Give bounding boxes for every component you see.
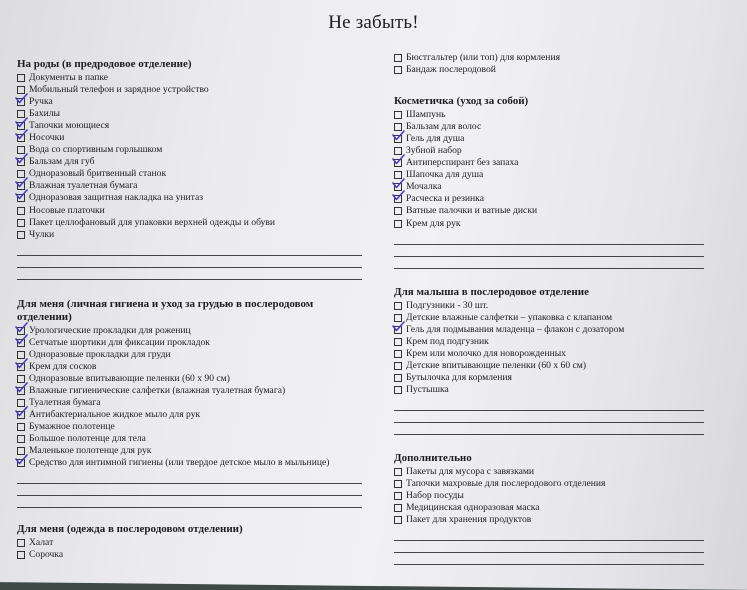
checklist-item-label: Бумажное полотенце <box>29 421 115 433</box>
checklist-item[interactable] <box>17 180 362 192</box>
checklist-item[interactable] <box>17 361 362 373</box>
checklist-item-label: Медицинская одноразовая маска <box>406 502 540 514</box>
checkbox[interactable] <box>17 207 25 215</box>
checklist-item[interactable] <box>17 397 362 409</box>
checkmark-icon <box>15 129 28 141</box>
checklist-item-label: Шапочка для душа <box>406 169 484 181</box>
checklist-item[interactable] <box>394 384 704 396</box>
write-in-lines <box>394 233 704 269</box>
checklist-item[interactable] <box>394 145 704 157</box>
write-in-line[interactable] <box>394 411 704 423</box>
checklist-item[interactable] <box>17 229 362 241</box>
write-in-line[interactable] <box>17 484 362 496</box>
checklist-item[interactable] <box>394 205 704 217</box>
section-clothing <box>17 523 362 561</box>
checklist-item[interactable] <box>394 193 704 205</box>
checkbox[interactable] <box>394 516 402 524</box>
checkmark-icon <box>392 190 405 202</box>
checklist-item-label: Средство для интимной гигиены (или твердое детское мыло в мыльнице) <box>29 457 330 469</box>
checklist-item[interactable] <box>394 360 704 372</box>
checklist-item-label: Влажная туалетная бумага <box>29 180 138 192</box>
checklist <box>394 300 704 396</box>
write-in-line[interactable] <box>394 399 704 411</box>
checklist-item[interactable] <box>17 205 362 217</box>
checklist-item-label: Шампунь <box>406 109 446 121</box>
checkbox[interactable] <box>17 551 25 559</box>
checklist-item[interactable] <box>394 312 704 324</box>
write-in-line[interactable] <box>394 553 704 565</box>
write-in-lines <box>17 244 362 280</box>
checklist-item-label: Гель для душа <box>406 133 465 145</box>
checklist-item-label: Мочалка <box>406 181 442 193</box>
checklist-item[interactable] <box>17 132 362 144</box>
section-title: Для меня (одежда в послеродовом отделении) <box>17 523 243 536</box>
checklist-item[interactable] <box>394 336 704 348</box>
checklist-item[interactable] <box>394 300 704 312</box>
checklist-item-label: Набор посуды <box>406 490 464 502</box>
section-hygiene <box>17 298 362 509</box>
checklist-item-label: Носовые платочки <box>29 204 105 216</box>
write-in-line[interactable] <box>17 472 362 484</box>
checklist-item[interactable] <box>394 478 704 490</box>
checkbox[interactable] <box>394 504 402 512</box>
checkmark-icon <box>392 154 405 166</box>
checklist-item-label: Бандаж послеродовой <box>406 64 496 76</box>
checkmark-icon <box>15 334 28 346</box>
checkbox[interactable] <box>394 66 402 74</box>
checklist-item[interactable] <box>394 133 704 145</box>
checkbox[interactable] <box>394 468 402 476</box>
write-in-line[interactable] <box>394 245 704 257</box>
checklist-item-label: Ручка <box>29 96 53 108</box>
checklist-item-label: Туалетная бумага <box>29 396 101 408</box>
checklist-item[interactable] <box>17 373 362 385</box>
checklist-item[interactable] <box>17 156 362 168</box>
checklist-item[interactable] <box>17 409 362 421</box>
checkbox[interactable] <box>394 350 402 358</box>
checkmark-icon <box>15 454 28 466</box>
checklist-item-label: Урологические прокладки для рожениц <box>29 324 191 336</box>
checkbox[interactable] <box>17 423 25 431</box>
checklist-item[interactable] <box>17 457 362 469</box>
checklist-item-label: Крем под подгузник <box>406 335 489 347</box>
checklist-item[interactable] <box>17 192 362 204</box>
checklist-item-label: Халат <box>29 537 54 549</box>
checklist-item[interactable] <box>17 96 362 108</box>
checkbox[interactable] <box>394 207 402 215</box>
checklist-item-label: Сорочка <box>29 549 64 561</box>
checklist-item[interactable] <box>17 349 362 361</box>
checklist-item[interactable] <box>394 121 704 133</box>
checklist-item-label: Пакет целлофановый для упаковки верхней одежды и обуви <box>29 216 276 228</box>
checkmark-icon <box>15 177 28 189</box>
checklist-item-label: Тапочки махровые для послеродового отделения <box>406 477 606 489</box>
checklist-item[interactable] <box>17 421 362 433</box>
checklist-item[interactable] <box>17 385 362 397</box>
checklist-item[interactable] <box>17 537 362 549</box>
checklist-item[interactable] <box>394 109 704 121</box>
checklist-item-label: Мобильный телефон и зарядное устройство <box>29 84 209 96</box>
checkmark-icon <box>15 93 28 105</box>
section-baby <box>394 286 704 435</box>
checklist-item-label: Одноразовый бритвенный станок <box>29 168 167 180</box>
checklist-item[interactable] <box>17 217 362 229</box>
write-in-line[interactable] <box>394 529 704 541</box>
checklist-item[interactable] <box>394 169 704 181</box>
write-in-line[interactable] <box>394 233 704 245</box>
checklist-item-label: Крем для рук <box>406 217 461 229</box>
checklist-item[interactable] <box>17 337 362 349</box>
checklist-item[interactable] <box>17 108 362 120</box>
checkbox[interactable] <box>394 338 402 346</box>
checkmark-icon <box>392 130 405 142</box>
checkbox[interactable] <box>394 220 402 228</box>
checklist-item-label: Тапочки моющиеся <box>29 120 110 132</box>
checklist-item-label: Пустышка <box>406 383 449 395</box>
checklist-item[interactable] <box>394 490 704 502</box>
write-in-line[interactable] <box>17 496 362 508</box>
section-title: На роды (в предродовое отделение) <box>17 58 192 70</box>
checkmark-icon <box>15 153 28 165</box>
checklist-item-label: Детские влажные салфетки – упаковка с клапаном <box>406 311 613 323</box>
checklist-item[interactable] <box>394 157 704 169</box>
checkbox[interactable] <box>17 219 25 227</box>
checklist-item-label: Бюстгальтер (или топ) для кормления <box>406 52 560 63</box>
checklist-item[interactable] <box>17 144 362 156</box>
checklist-item-label: Бальзам для волос <box>406 121 482 133</box>
checklist-item-label: Носочки <box>29 132 65 144</box>
write-in-line[interactable] <box>394 257 704 269</box>
checkbox[interactable] <box>17 435 25 443</box>
checklist <box>394 466 704 526</box>
checkmark-icon <box>15 117 28 129</box>
checklist-item[interactable] <box>394 64 704 76</box>
section-title: Дополнительно <box>394 451 472 464</box>
section-title: Косметичка (уход за собой) <box>394 95 529 108</box>
checklist-item-label: Бальзам для губ <box>29 156 95 168</box>
checklist-item[interactable] <box>394 52 704 64</box>
write-in-line[interactable] <box>394 541 704 553</box>
checklist-item-label: Бутылочка для кормления <box>406 371 512 383</box>
write-in-lines <box>394 399 704 435</box>
checklist-item[interactable] <box>394 502 704 514</box>
checklist-item-label: Антибактериальное жидкое мыло для рук <box>29 408 201 420</box>
checklist-item[interactable] <box>17 325 362 337</box>
page-title: Не забыть! <box>328 12 419 33</box>
right-column <box>394 52 704 565</box>
checklist-item-label: Большое полотенце для тела <box>29 433 146 445</box>
checklist <box>17 537 362 561</box>
section-additional <box>394 452 704 565</box>
checklist-item-label: Антиперспирант без запаха <box>406 157 519 169</box>
checklist-item-label: Детские впитывающие пеленки (60 х 60 см) <box>406 359 587 371</box>
checkbox[interactable] <box>394 302 402 310</box>
checklist-item-label: Бахилы <box>29 108 60 120</box>
write-in-line[interactable] <box>17 244 362 256</box>
checklist-item-label: Чулки <box>29 228 55 240</box>
write-in-line[interactable] <box>394 423 704 435</box>
checkbox[interactable] <box>394 54 402 62</box>
checklist-item-label: Гель для подмывания младенца – флакон с дозатором <box>406 323 625 335</box>
write-in-lines <box>17 472 362 508</box>
checkmark-icon <box>15 358 28 370</box>
checklist-item-label: Одноразовые впитывающие пеленки (60 х 90 см) <box>29 372 230 384</box>
checklist-item-label: Зубной набор <box>406 145 462 157</box>
checkbox[interactable] <box>394 480 402 488</box>
write-in-line[interactable] <box>17 256 362 268</box>
section-clothing-continued <box>394 52 704 76</box>
checkbox[interactable] <box>394 492 402 500</box>
section-title: Для малыша в послеродовое отделение <box>394 285 589 298</box>
checklist <box>394 52 704 76</box>
checkmark-icon <box>15 189 28 201</box>
checkmark-icon <box>15 322 28 334</box>
checklist-item-label: Маленькое полотенце для рук <box>29 445 152 457</box>
checklist-item-label: Пакет для хранения продуктов <box>406 514 532 526</box>
checklist-item[interactable] <box>17 72 362 84</box>
checklist-item[interactable] <box>17 84 362 96</box>
checklist-item[interactable] <box>394 324 704 336</box>
checklist-item-label: Крем для сосков <box>29 360 97 372</box>
checklist-item-label: Ватные палочки и ватные диски <box>406 205 538 217</box>
checklist-item[interactable] <box>394 181 704 193</box>
checkmark-icon <box>392 321 405 333</box>
checklist-item-label: Одноразовая защитная накладка на унитаз <box>29 192 204 204</box>
checklist-item[interactable] <box>394 348 704 360</box>
left-column <box>17 58 362 564</box>
section-birth <box>17 58 362 280</box>
checklist-item-label: Влажные гигиенические салфетки (влажная туалетная бумага) <box>29 384 286 396</box>
checklist <box>17 72 362 241</box>
checkbox[interactable] <box>17 74 25 82</box>
checklist-item-label: Подгузники - 30 шт. <box>406 299 489 311</box>
checkmark-icon <box>392 178 405 190</box>
checkmark-icon <box>15 382 28 394</box>
checkbox[interactable] <box>17 539 25 547</box>
checklist-item[interactable] <box>17 120 362 132</box>
write-in-line[interactable] <box>17 268 362 280</box>
checklist-item[interactable] <box>394 514 704 526</box>
checklist-item-label: Сетчатые шортики для фиксации прокладок <box>29 336 210 348</box>
checklist-item-label: Пакеты для мусора с завязками <box>406 465 535 477</box>
checklist-item-label: Документы в папке <box>29 72 109 83</box>
checklist-item-label: Крем или молочко для новорожденных <box>406 347 566 359</box>
checklist-item[interactable] <box>394 218 704 230</box>
checklist-item-label: Одноразовые прокладки для груди <box>29 348 171 360</box>
checklist-item[interactable] <box>394 466 704 478</box>
checklist-item[interactable] <box>17 168 362 180</box>
checklist <box>17 325 362 470</box>
section-cosmetics <box>394 95 704 268</box>
checklist-item[interactable] <box>17 445 362 457</box>
section-title: Для меня (личная гигиена и уход за грудью в послеродовом отделении) <box>17 297 314 323</box>
checkmark-icon <box>15 406 28 418</box>
checkbox[interactable] <box>394 362 402 370</box>
checklist-item[interactable] <box>17 433 362 445</box>
checklist <box>394 109 704 229</box>
checkbox[interactable] <box>17 231 25 239</box>
checklist-item-label: Вода со спортивным горлышком <box>29 144 163 156</box>
checklist-item[interactable] <box>394 372 704 384</box>
checkbox[interactable] <box>394 374 402 382</box>
checkbox[interactable] <box>394 111 402 119</box>
checklist-item-label: Расческа и резинка <box>406 193 484 205</box>
checkbox[interactable] <box>394 386 402 394</box>
